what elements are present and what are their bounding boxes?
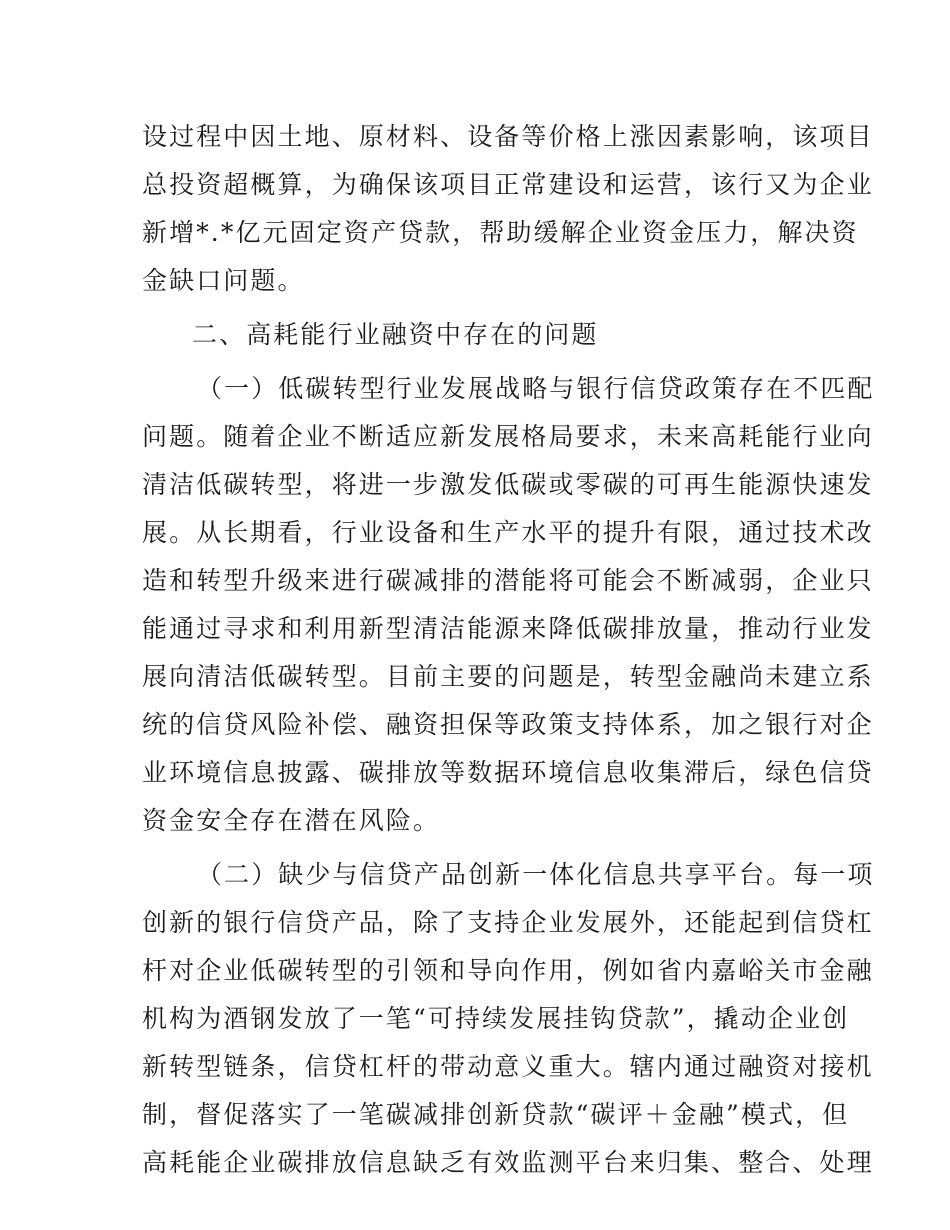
- text-line: 资金安全存在潜在风险。: [142, 806, 441, 835]
- text-line: （二）缺少与信贷产品创新一体化信息共享平台。每一项: [197, 860, 875, 889]
- text-line: 统的信贷风险补偿、融资担保等政策支持体系，加之银行对企: [142, 710, 874, 739]
- text-line: 创新的银行信贷产品，除了支持企业发展外，还能起到信贷杠: [142, 908, 874, 937]
- text-line: 能通过寻求和利用新型清洁能源来降低碳排放量，推动行业发: [142, 614, 874, 643]
- text-line: 造和转型升级来进行碳减排的潜能将可能会不断减弱，企业只: [142, 566, 874, 595]
- paragraph-section-1: [142, 365, 875, 845]
- text-line: 杆对企业低碳转型的引领和导向作用，例如省内嘉峪关市金融: [142, 956, 874, 985]
- text-line: 制，督促落实了一笔碳减排创新贷款“碳评＋金融”模式，但: [142, 1100, 850, 1129]
- section-heading: [142, 311, 814, 359]
- text-line: 设过程中因土地、原材料、设备等价格上涨因素影响，该项目: [142, 122, 874, 151]
- text-line: 展向清洁低碳转型。目前主要的问题是，转型金融尚未建立系: [142, 662, 874, 691]
- paragraph-continuation: [142, 113, 874, 305]
- text-line: 新增*.*亿元固定资产贷款，帮助缓解企业资金压力，解决资: [142, 218, 859, 247]
- heading-line: 二、高耗能行业融资中存在的问题: [192, 320, 599, 349]
- document-body: [142, 113, 875, 1187]
- text-line: 金缺口问题。: [142, 266, 305, 295]
- text-line: （一）低碳转型行业发展战略与银行信贷政策存在不匹配: [197, 374, 875, 403]
- text-line: 机构为酒钢发放了一笔“可持续发展挂钩贷款”，撬动企业创: [142, 1004, 850, 1033]
- text-line: 展。从长期看，行业设备和生产水平的提升有限，通过技术改: [142, 518, 874, 547]
- text-line: 问题。随着企业不断适应新发展格局要求，未来高耗能行业向: [142, 422, 874, 451]
- text-line: 清洁低碳转型，将进一步激发低碳或零碳的可再生能源快速发: [142, 470, 874, 499]
- paragraph-section-2: [142, 851, 875, 1187]
- text-line: 高耗能企业碳排放信息缺乏有效监测平台来归集、整合、处理: [142, 1148, 874, 1177]
- text-line: 总投资超概算，为确保该项目正常建设和运营，该行又为企业: [142, 170, 874, 199]
- text-line: 业环境信息披露、碳排放等数据环境信息收集滞后，绿色信贷: [142, 758, 874, 787]
- text-line: 新转型链条，信贷杠杆的带动意义重大。辖内通过融资对接机: [142, 1052, 874, 1081]
